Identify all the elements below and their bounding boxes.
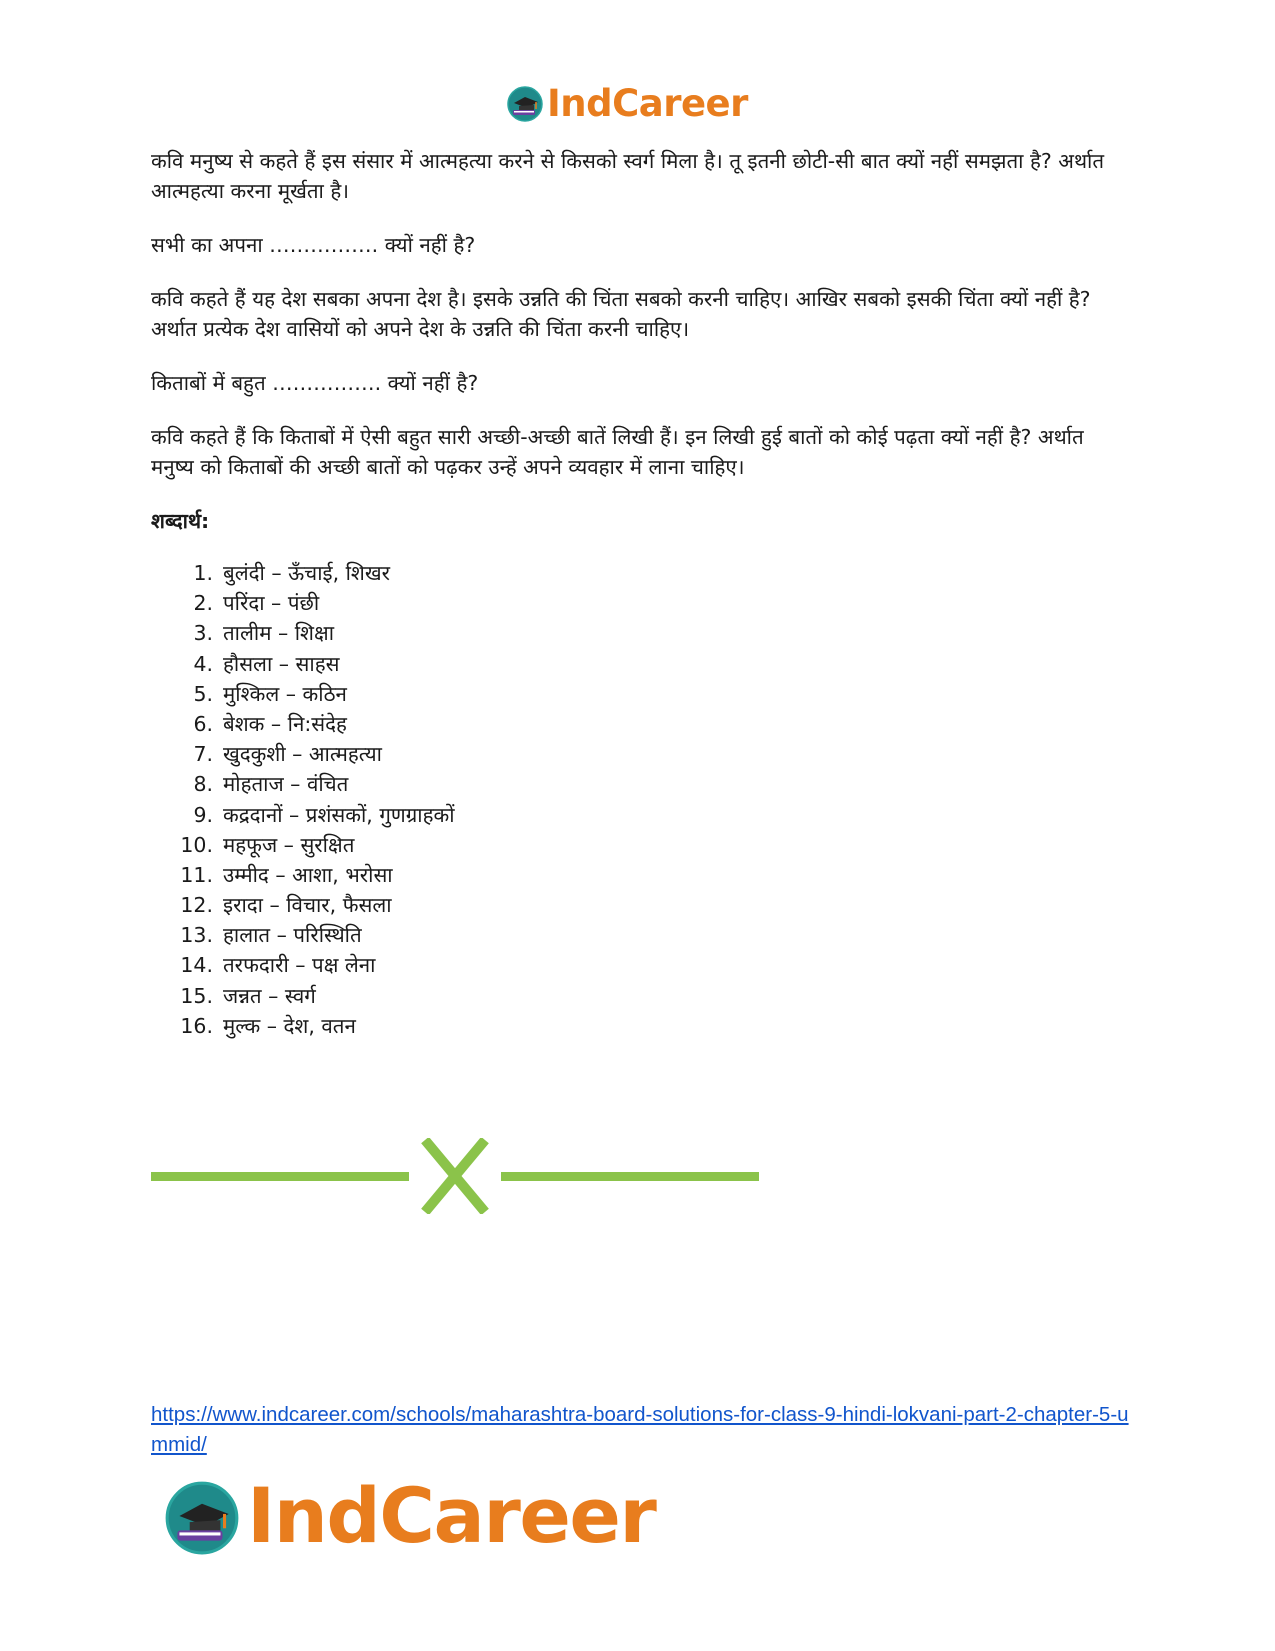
- list-item: [151, 558, 1131, 588]
- article-body: [151, 146, 1131, 1041]
- source-link[interactable]: https://www.indcareer.com/schools/maharashtra-board-solutions-for-class-9-hindi-lokvani-part-2-chapter-5-ummid/: [151, 1403, 1129, 1456]
- header-logo: [505, 80, 748, 126]
- logo-wordmark: IndCareer: [247, 1471, 656, 1560]
- glossary-heading-text: शब्दार्थ:: [151, 509, 210, 533]
- list-number: 15.: [180, 983, 213, 1008]
- list-text: तालीम – शिक्षा: [223, 621, 335, 646]
- list-number: 9.: [193, 802, 213, 827]
- list-number: 8.: [193, 772, 213, 797]
- list-text: जन्नत – स्वर्ग: [223, 983, 316, 1008]
- list-number: 5.: [193, 681, 213, 706]
- list-item: [151, 1011, 1131, 1041]
- list-text: मुल्क – देश, वतन: [223, 1013, 356, 1038]
- list-text: मुश्किल – कठिन: [223, 681, 347, 706]
- question-line: सभी का अपना ……………. क्यों नहीं है?: [151, 233, 476, 257]
- list-item: [151, 950, 1131, 980]
- list-number: 6.: [193, 711, 213, 736]
- list-text: हौसला – साहस: [223, 651, 340, 676]
- x-cross-icon: [425, 1140, 485, 1212]
- list-item: [151, 860, 1131, 890]
- list-number: 11.: [180, 862, 213, 887]
- glossary-list: [151, 558, 1131, 1041]
- list-item: [151, 981, 1131, 1011]
- list-number: 2.: [193, 591, 213, 616]
- list-number: 4.: [193, 651, 213, 676]
- list-item: [151, 830, 1131, 860]
- list-number: 7.: [193, 742, 213, 767]
- graduation-cap-book-globe-icon: [161, 1475, 243, 1557]
- list-text: खुदकुशी – आत्महत्या: [223, 742, 382, 767]
- list-item: [151, 649, 1131, 679]
- list-text: कद्रदानों – प्रशंसकों, गुणग्राहकों: [223, 802, 455, 827]
- question-line: किताबों में बहुत ……………. क्यों नहीं है?: [151, 371, 479, 395]
- paragraph: कवि मनुष्य से कहते हैं इस संसार में आत्महत्या करने से किसको स्वर्ग मिला है। तू इतनी छोटी-सी बात क्यों नहीं समझता है? अर्थात आत्महत्या करना मूर्खता है।: [151, 149, 1105, 203]
- list-number: 14.: [180, 953, 213, 978]
- divider-line-left: [151, 1172, 409, 1181]
- list-number: 13.: [180, 923, 213, 948]
- list-item: [151, 769, 1131, 799]
- list-item: [151, 920, 1131, 950]
- list-number: 12.: [180, 893, 213, 918]
- divider-line-right: [501, 1172, 759, 1181]
- list-item: [151, 800, 1131, 830]
- list-text: मोहताज – वंचित: [223, 772, 349, 797]
- list-text: इरादा – विचार, फैसला: [223, 893, 392, 918]
- graduation-cap-book-globe-icon: [505, 83, 545, 123]
- list-item: [151, 709, 1131, 739]
- list-item: [151, 588, 1131, 618]
- list-text: उम्मीद – आशा, भरोसा: [223, 862, 393, 887]
- list-number: 1.: [193, 561, 213, 585]
- section-divider: [151, 1138, 759, 1214]
- list-text: हालात – परिस्थिति: [223, 923, 362, 948]
- list-number: 3.: [193, 621, 213, 646]
- list-text: तरफदारी – पक्ष लेना: [223, 953, 376, 978]
- list-item: [151, 739, 1131, 769]
- list-text: बुलंदी – ऊँचाई, शिखर: [223, 561, 391, 585]
- list-text: महफूज – सुरक्षित: [223, 832, 355, 857]
- paragraph: कवि कहते हैं कि किताबों में ऐसी बहुत सारी अच्छी-अच्छी बातें लिखी हैं। इन लिखी हुई बातों को कोई पढ़ता क्यों नहीं है? अर्थात मनुष्य को किताबों की अच्छी बातों को पढ़कर उन्हें अपने व्यवहार में लाना चाहिए।: [151, 425, 1084, 479]
- list-item: [151, 679, 1131, 709]
- glossary-heading: [151, 506, 1131, 536]
- footer-logo: [161, 1470, 655, 1562]
- list-text: परिंदा – पंछी: [223, 591, 320, 616]
- list-number: 10.: [180, 832, 213, 857]
- list-item: [151, 618, 1131, 648]
- paragraph: कवि कहते हैं यह देश सबका अपना देश है। इसके उन्नति की चिंता सबको करनी चाहिए। आखिर सबको इसकी चिंता क्यों नहीं है? अर्थात प्रत्येक देश वासियों को अपने देश के उन्नति की चिंता करनी चाहिए।: [151, 287, 1091, 341]
- list-text: बेशक – नि:संदेह: [223, 711, 347, 736]
- list-number: 16.: [180, 1013, 213, 1038]
- list-item: [151, 890, 1131, 920]
- logo-wordmark: IndCareer: [547, 81, 748, 125]
